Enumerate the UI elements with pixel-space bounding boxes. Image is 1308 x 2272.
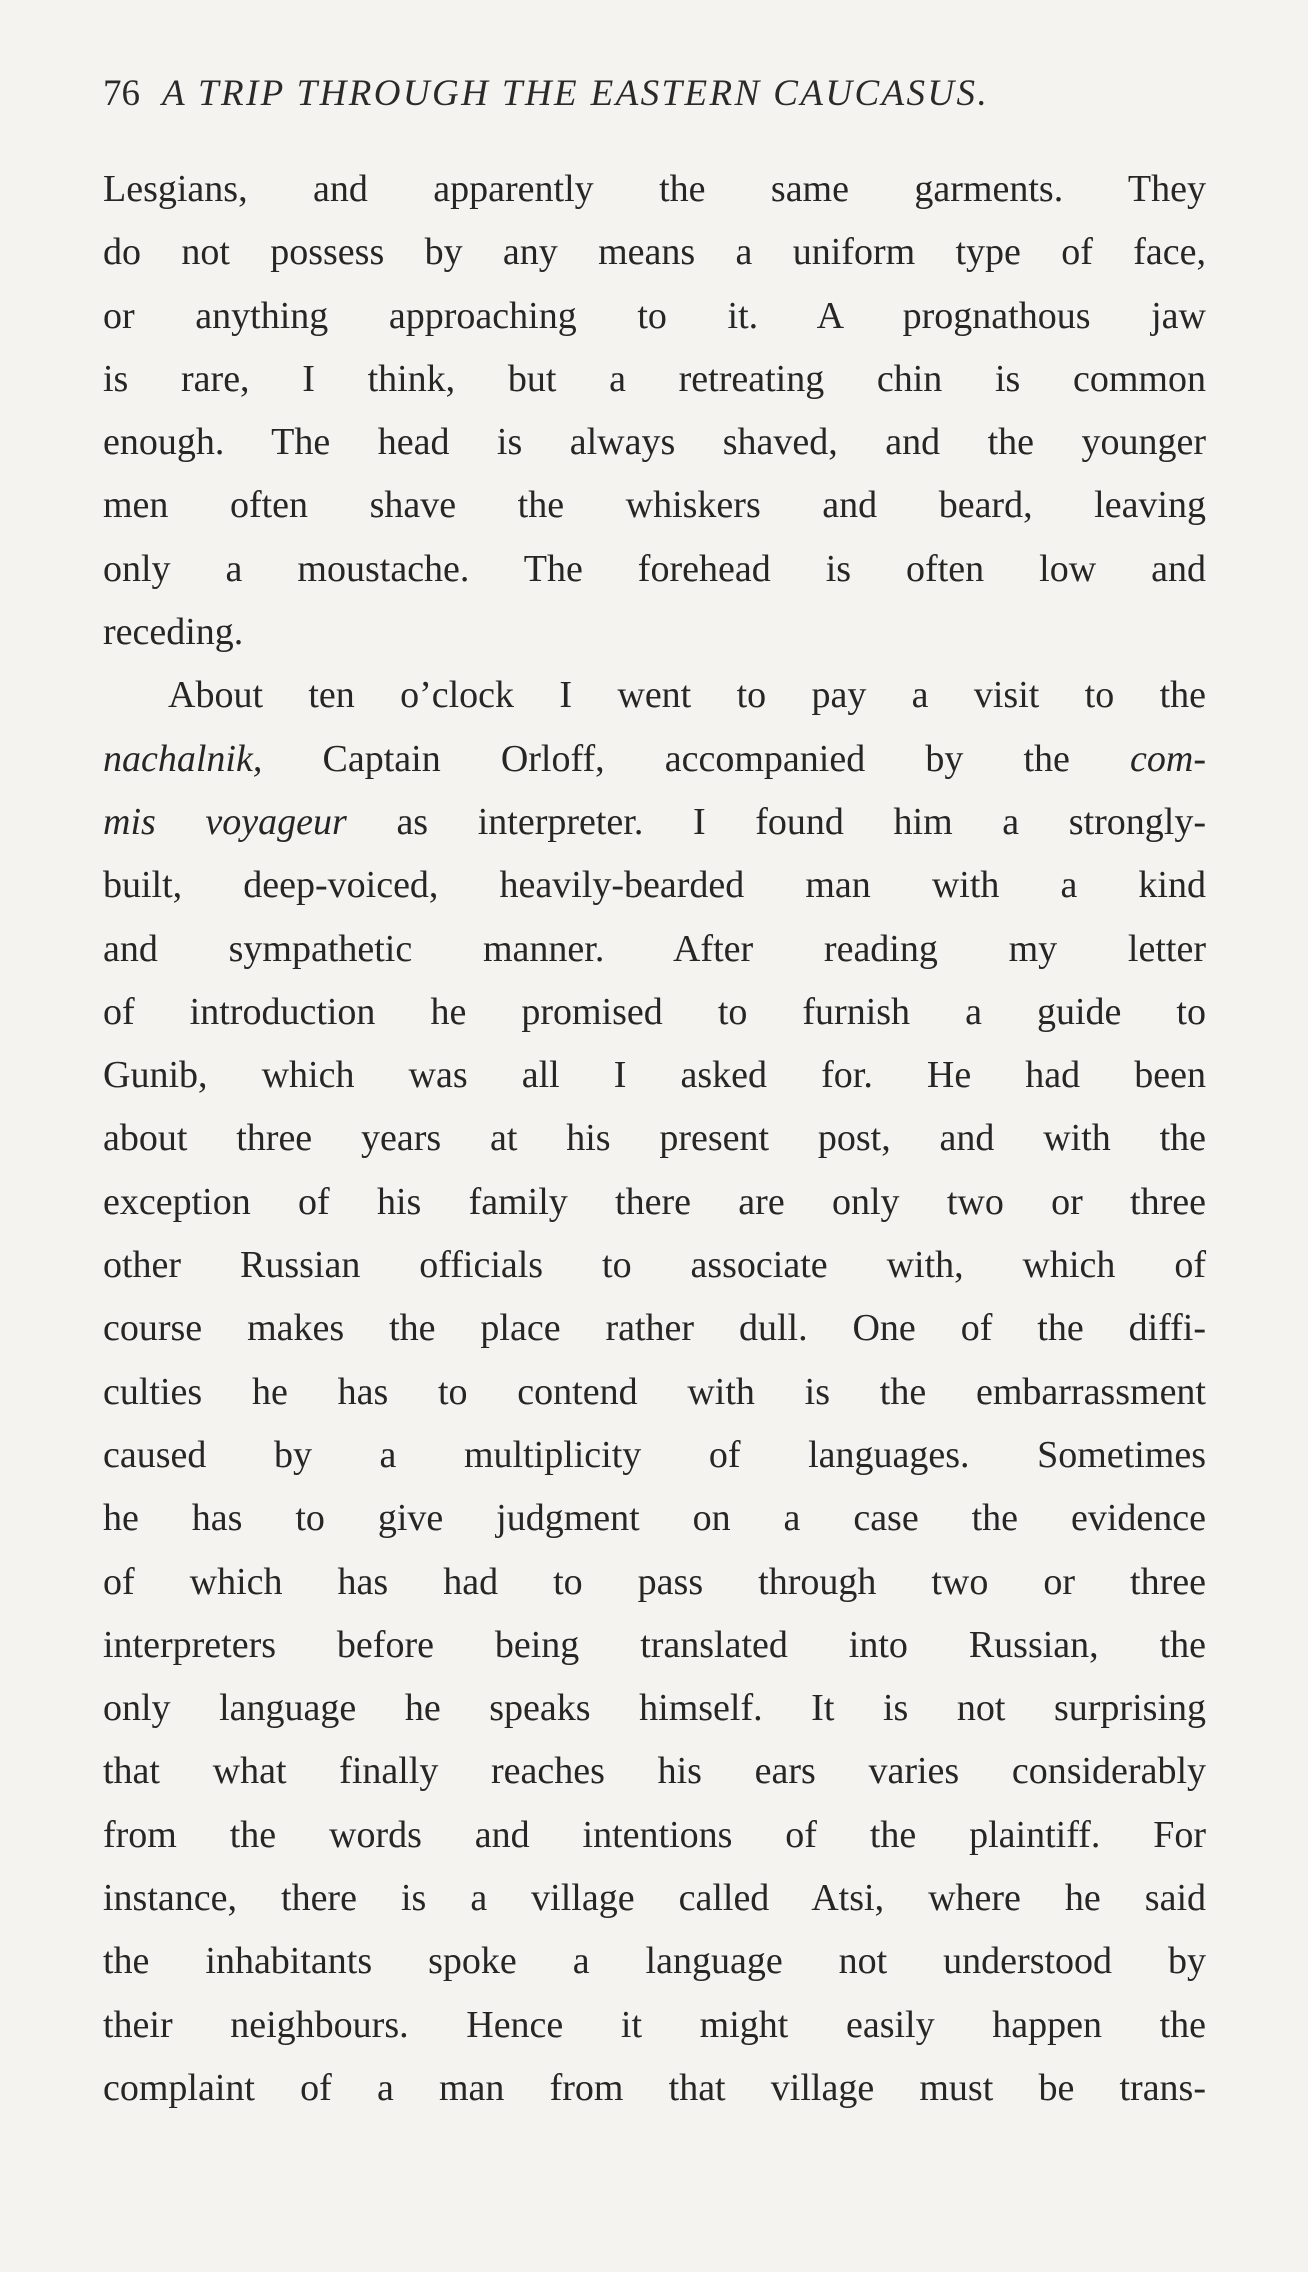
text-line: of which has had to pass through two or three bbox=[103, 1560, 1206, 1603]
text-line: only language he speaks himself. It is not surprising bbox=[103, 1687, 1206, 1730]
text-line: their neighbours. Hence it might easily happen the bbox=[103, 2003, 1206, 2046]
italic-term: com- bbox=[1130, 737, 1206, 780]
text-line: he has to give judgment on a case the evidence bbox=[103, 1497, 1206, 1540]
text-line: instance, there is a village called Atsi, where he said bbox=[103, 1877, 1206, 1920]
paragraph-start-line: About ten o’clock I went to pay a visit to the bbox=[168, 674, 1206, 717]
text-line-mixed bbox=[103, 791, 1206, 854]
text-line: built, deep-voiced, heavily-bearded man with a kind bbox=[103, 864, 1206, 907]
text-line: interpreters before being translated into Russian, the bbox=[103, 1623, 1206, 1666]
text-line: about three years at his present post, and with the bbox=[103, 1117, 1206, 1160]
text-line: do not possess by any means a uniform type of face, bbox=[103, 231, 1206, 274]
paragraph-end-line: receding. bbox=[103, 611, 244, 654]
text-line: and sympathetic manner. After reading my letter bbox=[103, 927, 1206, 970]
text-line: exception of his family there are only two or three bbox=[103, 1180, 1206, 1223]
text-line: only a moustache. The forehead is often low and bbox=[103, 547, 1206, 590]
page-number: 76 bbox=[103, 73, 140, 114]
text-line-mixed bbox=[103, 728, 1206, 791]
text-line: from the words and intentions of the plaintiff. For bbox=[103, 1813, 1206, 1856]
text-line: culties he has to contend with is the embarrassment bbox=[103, 1370, 1206, 1413]
body-text bbox=[103, 158, 1206, 2120]
text-line: enough. The head is always shaved, and the younger bbox=[103, 421, 1206, 464]
running-title: A TRIP THROUGH THE EASTERN CAUCASUS. bbox=[162, 73, 990, 114]
text-line: of introduction he promised to furnish a guide to bbox=[103, 990, 1206, 1033]
text-line: or anything approaching to it. A prognathous jaw bbox=[103, 294, 1206, 337]
text-line: that what finally reaches his ears varies considerably bbox=[103, 1750, 1206, 1793]
text-segment: as interpreter. I found him a strongly- bbox=[346, 800, 1206, 843]
text-line: complaint of a man from that village must be trans- bbox=[103, 2066, 1206, 2109]
text-line: Lesgians, and apparently the same garments. They bbox=[103, 168, 1206, 210]
text-line: the inhabitants spoke a language not understood by bbox=[103, 1940, 1206, 1983]
italic-term: mis voyageur bbox=[103, 800, 347, 843]
text-segment: Captain Orloff, accompanied by the bbox=[262, 737, 1131, 780]
text-line: caused by a multiplicity of languages. Sometimes bbox=[103, 1433, 1206, 1476]
text-line: other Russian officials to associate with, which of bbox=[103, 1244, 1206, 1287]
text-line: Gunib, which was all I asked for. He had been bbox=[103, 1054, 1206, 1097]
italic-term: nachalnik, bbox=[103, 737, 263, 780]
text-line: men often shave the whiskers and beard, leaving bbox=[103, 484, 1206, 527]
text-line: is rare, I think, but a retreating chin is common bbox=[103, 357, 1206, 400]
running-header bbox=[103, 72, 1203, 132]
text-line: course makes the place rather dull. One of the diffi- bbox=[103, 1307, 1206, 1350]
